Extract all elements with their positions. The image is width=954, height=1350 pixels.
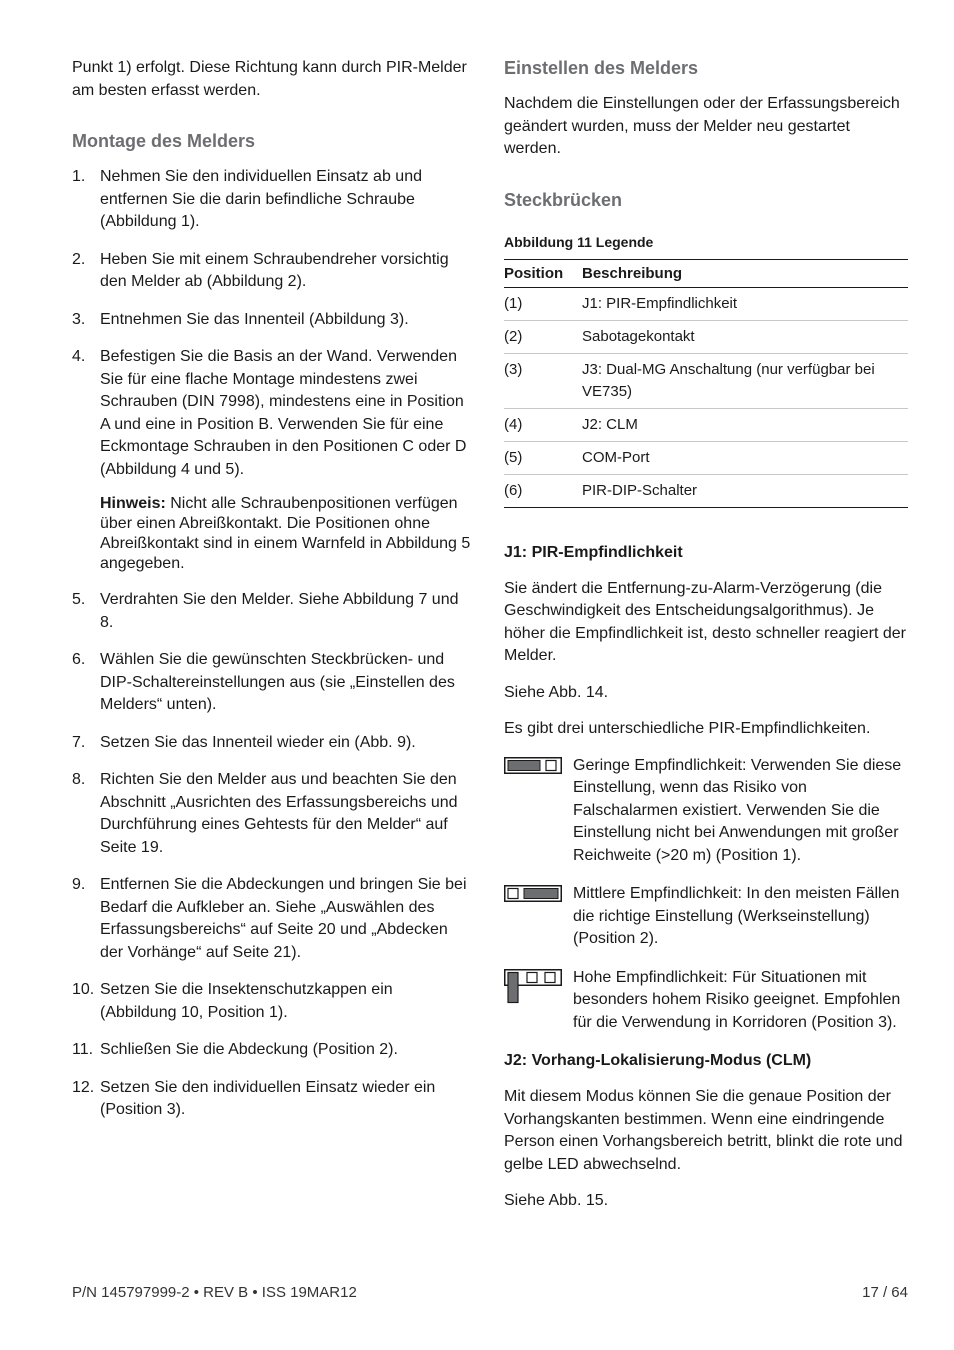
step-text: Nehmen Sie den individuellen Einsatz ab und entfernen Sie die darin befindliche Schraube (Abbildung 1). bbox=[100, 168, 422, 230]
table-row bbox=[504, 474, 908, 507]
j1-paragraph: Sie ändert die Entfernung-zu-Alarm-Verzögerung (die Geschwindigkeit des Entscheidungsalgorithmus). Je höher die Empfindlichkeit ist, desto schneller reagiert der Melder. bbox=[504, 579, 906, 664]
section-heading-einstellen: Einstellen des Melders bbox=[504, 58, 699, 78]
step-number: 2. bbox=[72, 250, 86, 268]
cell-position: (5) bbox=[504, 441, 582, 474]
table-row bbox=[504, 353, 908, 408]
step-text: Schließen Sie die Abdeckung (Position 2). bbox=[100, 1041, 398, 1058]
step-number: 12. bbox=[72, 1078, 95, 1096]
montage-steps-list-continued bbox=[72, 589, 472, 1122]
j1-reference: Siehe Abb. 14. bbox=[504, 683, 609, 701]
legend-table bbox=[504, 259, 908, 508]
cell-position: (3) bbox=[504, 353, 582, 408]
sensitivity-list bbox=[504, 755, 908, 1035]
table-row bbox=[504, 320, 908, 353]
sensitivity-item-low bbox=[504, 755, 908, 868]
list-item bbox=[72, 166, 472, 234]
table-header-row bbox=[504, 259, 908, 287]
subheading-j2: J2: Vorhang-Lokalisierung-Modus (CLM) bbox=[504, 1052, 812, 1069]
step-number: 6. bbox=[72, 651, 86, 668]
step-text: Wählen Sie die gewünschten Steckbrücken- und DIP-Schaltereinstellungen aus (sie „Einstellen des Melders“ unten). bbox=[100, 651, 455, 713]
part-number: P/N 145797999-2 • REV B • ISS 19MAR12 bbox=[72, 1284, 357, 1301]
page-number: 17 / 64 bbox=[862, 1284, 908, 1301]
list-item bbox=[72, 769, 472, 859]
step-text: Setzen Sie den individuellen Einsatz wieder ein (Position 3). bbox=[100, 1078, 436, 1118]
step-text: Befestigen Sie die Basis an der Wand. Verwenden Sie für eine flache Montage mindestens zwei Schrauben (DIN 7998), mindestens eine in Position A und eine in Position B. Verwenden Sie für eine Eckmontage Schrauben in den Positionen C oder D (Abbildung 4 und 5). bbox=[100, 348, 467, 478]
intro-text: Punkt 1) erfolgt. Diese Richtung kann durch PIR-Melder am besten erfasst werden. bbox=[72, 59, 467, 99]
step-number: 1. bbox=[72, 168, 86, 185]
column-header-position: Position bbox=[504, 259, 582, 287]
list-item bbox=[72, 732, 472, 755]
j2-paragraph: Mit diesem Modus können Sie die genaue Position der Vorhangskanten bestimmen. Wenn eine eindringende Person einen Vorhangsbereich betritt, blinkt die rote und gelbe LED abwechselnd. bbox=[504, 1088, 903, 1173]
cell-description: J3: Dual-MG Anschaltung (nur verfügbar bei VE735) bbox=[582, 353, 908, 408]
step-text: Heben Sie mit einem Schraubendreher vorsichtig den Melder ab (Abbildung 2). bbox=[100, 250, 449, 290]
step-text: Verdrahten Sie den Melder. Siehe Abbildung 7 und 8. bbox=[100, 591, 459, 631]
switch-medium-icon bbox=[504, 883, 562, 951]
step-number: 5. bbox=[72, 591, 86, 608]
step-text: Entnehmen Sie das Innenteil (Abbildung 3). bbox=[100, 310, 409, 328]
step-text: Richten Sie den Melder aus und beachten Sie den Abschnitt „Ausrichten des Erfassungsbereichs und Durchführung eines Gehtests für den Melder“ auf Seite 19. bbox=[100, 771, 458, 856]
subheading-j1: J1: PIR-Empfindlichkeit bbox=[504, 543, 683, 561]
cell-description: Sabotagekontakt bbox=[582, 320, 908, 353]
section-heading-steckbruecken: Steckbrücken bbox=[504, 189, 623, 210]
sensitivity-low-text: Geringe Empfindlichkeit: Verwenden Sie diese Einstellung, wenn das Risiko von Falschalarmen existiert. Verwenden Sie die Einstellung nicht bei Anwendungen mit großer Reichweite (>20 m) (Position 1). bbox=[573, 756, 902, 864]
note-text bbox=[100, 494, 472, 574]
list-item bbox=[72, 649, 472, 717]
montage-steps-list bbox=[72, 166, 472, 481]
cell-description: PIR-DIP-Schalter bbox=[582, 474, 908, 507]
list-item bbox=[72, 249, 472, 294]
cell-position: (6) bbox=[504, 474, 582, 507]
cell-description: COM-Port bbox=[582, 441, 908, 474]
switch-high-icon bbox=[504, 967, 562, 1035]
list-item bbox=[72, 346, 472, 481]
sensitivity-item-medium bbox=[504, 883, 908, 951]
cell-description: J2: CLM bbox=[582, 408, 908, 441]
cell-description: J1: PIR-Empfindlichkeit bbox=[582, 287, 908, 320]
note-label: Hinweis: bbox=[100, 495, 166, 512]
cell-position: (1) bbox=[504, 287, 582, 320]
einstellen-paragraph: Nachdem die Einstellungen oder der Erfassungsbereich geändert wurden, muss der Melder neu gestartet werden. bbox=[504, 95, 900, 157]
left-column bbox=[72, 57, 472, 1137]
right-column bbox=[504, 57, 908, 1213]
step-number: 11. bbox=[72, 1041, 94, 1058]
step-text: Entfernen Sie die Abdeckungen und bringen Sie bei Bedarf die Aufkleber an. Siehe „Auswählen des Erfassungsbereichs“ auf Seite 20 und „Abdecken der Vorhänge“ auf Seite 21). bbox=[100, 876, 467, 961]
section-heading-montage: Montage des Melders bbox=[72, 131, 256, 151]
step-text: Setzen Sie die Insektenschutzkappen ein (Abbildung 10, Position 1). bbox=[100, 981, 393, 1021]
cell-position: (2) bbox=[504, 320, 582, 353]
j2-reference: Siehe Abb. 15. bbox=[504, 1192, 609, 1209]
switch-low-icon bbox=[504, 755, 562, 868]
step-number: 3. bbox=[72, 310, 86, 328]
table-row bbox=[504, 287, 908, 320]
list-item bbox=[72, 979, 472, 1024]
step-number: 7. bbox=[72, 733, 86, 751]
column-header-beschreibung: Beschreibung bbox=[582, 259, 908, 287]
list-item bbox=[72, 589, 472, 634]
list-item bbox=[72, 1077, 472, 1122]
step-number: 10. bbox=[72, 981, 95, 998]
step-number: 9. bbox=[72, 876, 86, 893]
table-row bbox=[504, 441, 908, 474]
table-caption: Abbildung 11 Legende bbox=[504, 233, 654, 250]
table-row bbox=[504, 408, 908, 441]
list-item bbox=[72, 309, 472, 332]
sensitivity-high-text: Hohe Empfindlichkeit: Für Situationen mit besonders hohem Risiko geeignet. Empfohlen für die Verwendung in Korridoren (Position 3). bbox=[573, 968, 901, 1031]
j1-intro-sensitivities: Es gibt drei unterschiedliche PIR-Empfindlichkeiten. bbox=[504, 720, 871, 737]
sensitivity-medium-text: Mittlere Empfindlichkeit: In den meisten Fällen die richtige Einstellung (Werkseinstellung) (Position 2). bbox=[573, 885, 900, 947]
note-body: Nicht alle Schraubenpositionen verfügen über einen Abreißkontakt. Die Positionen ohne Abreißkontakt sind in einem Warnfeld in Abbildung 5 angegeben. bbox=[100, 495, 471, 572]
step-text: Setzen Sie das Innenteil wieder ein (Abb. 9). bbox=[100, 733, 416, 751]
sensitivity-item-high bbox=[504, 967, 908, 1035]
step-number: 8. bbox=[72, 771, 86, 788]
list-item bbox=[72, 874, 472, 964]
list-item bbox=[72, 1039, 472, 1062]
step-number: 4. bbox=[72, 348, 86, 365]
cell-position: (4) bbox=[504, 408, 582, 441]
